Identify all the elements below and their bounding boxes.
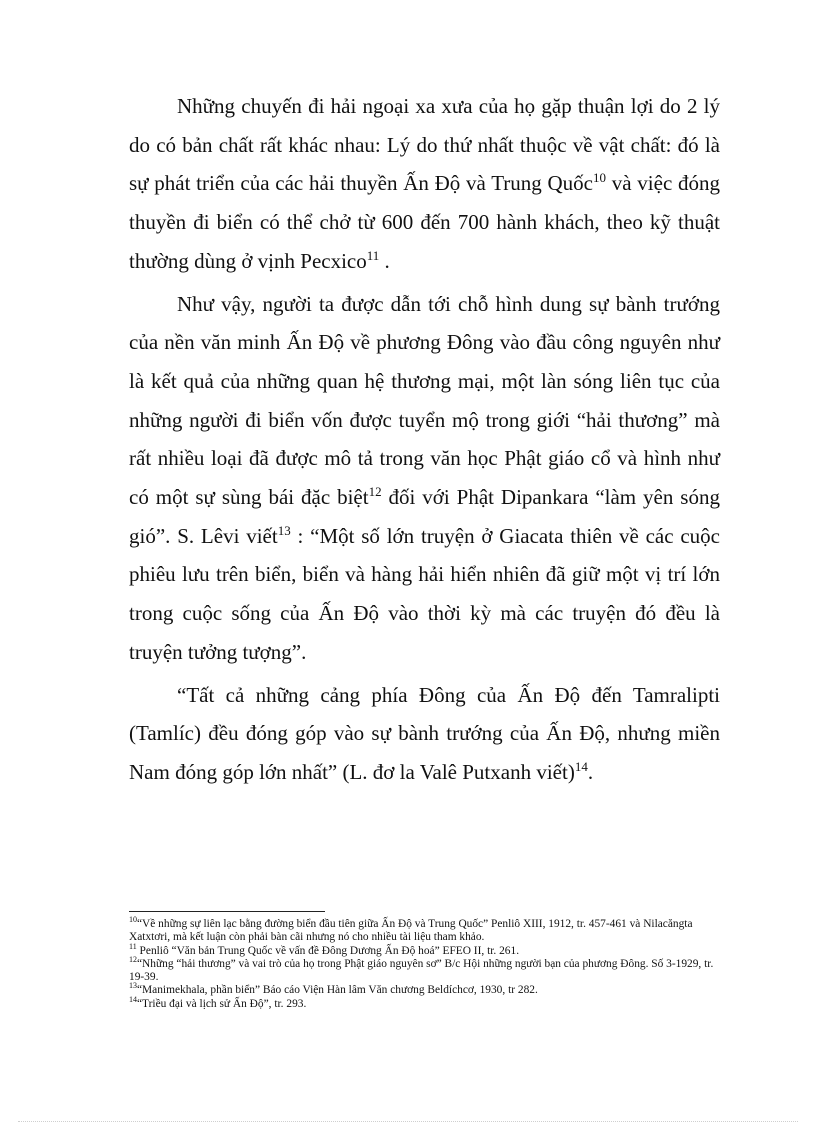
footnote-number: 14 xyxy=(129,994,137,1004)
footnote-text: “Triều đại và lịch sử Ấn Độ”, tr. 293. xyxy=(137,997,307,1010)
footnote-text: “Về những sự liên lạc bằng đường biển đầu tiên giữa Ấn Độ và Trung Quốc” Penliô XIII, 1912, tr. 457-461 và Nilacăngta Xatxtơri, mà kết luận còn phải bàn cãi nhưng nó cho nhiều tài liệu tham khảo. xyxy=(129,918,693,944)
page-bottom-border xyxy=(18,1121,798,1122)
paragraph-text: . xyxy=(587,759,594,784)
paragraph-text: và việc đóng thuyền đi biển có thể chở từ 600 đến 700 hành khách, theo kỹ thuật thường dùng ở vịnh Pecxico xyxy=(129,171,721,273)
footnote-ref-12: 12 xyxy=(368,484,382,500)
footnote-number: 10 xyxy=(129,915,137,925)
body-text xyxy=(129,87,720,792)
footnote-ref-10: 10 xyxy=(593,170,607,186)
paragraph-3 xyxy=(129,676,720,792)
footnote-text: Penliô “Văn bản Trung Quốc về vấn đề Đông Dương Ấn Độ hoá” EFEO II, tr. 261. xyxy=(136,944,520,957)
paragraph-text: “Tất cả những cảng phía Đông của Ấn Độ đến Tamralipti (Tamlíc) đều đóng góp vào sự bành trướng của Ấn Độ, nhưng miền Nam đóng góp lớn nhất” (L. đơ la Valê Putxanh viết) xyxy=(129,682,720,784)
footnote-number: 11 xyxy=(129,941,137,951)
paragraph-1 xyxy=(129,87,720,281)
footnote-10 xyxy=(129,915,729,945)
paragraph-text: Những chuyến đi hải ngoại xa xưa của họ gặp thuận lợi do 2 lý do có bản chất rất khác nhau: Lý do thứ nhất thuộc về vật chất: đó là sự phát triển của các hải thuyền Ấn Độ và Trung Quốc xyxy=(129,94,720,196)
footnote-number: 12 xyxy=(129,955,137,965)
paragraph-2 xyxy=(129,285,720,672)
paragraph-text: đối với Phật Dipankara “làm yên sóng gió”. S. Lêvi viết xyxy=(129,485,720,548)
footnote-14 xyxy=(129,994,729,1011)
footnote-ref-11: 11 xyxy=(366,247,380,263)
footnote-ref-14: 14 xyxy=(574,758,588,774)
footnote-text: “Những “hải thương” và vai trò của họ trong Phật giáo nguyên sơ” B/c Hội những người bạn của phương Đông. Số 3-1929, tr. 19-39. xyxy=(129,957,714,984)
footnote-11 xyxy=(129,941,729,958)
paragraph-text: . xyxy=(379,248,390,273)
paragraph-text: : “Một số lớn truyện ở Giacata thiên về các cuộc phiêu lưu trên biển, biển và hàng hải hiển nhiên đã giữ một vị trí lớn trong cuộc sống của Ấn Độ vào thời kỳ mà các truyện đó đều là truyện tưởng tượng”. xyxy=(129,523,721,664)
footnote-separator xyxy=(129,911,325,912)
footnote-ref-13: 13 xyxy=(277,522,291,538)
footnote-13 xyxy=(129,981,729,997)
footnote-number: 13 xyxy=(129,981,137,991)
footnote-12 xyxy=(129,955,729,985)
paragraph-text: Như vậy, người ta được dẫn tới chỗ hình dung sự bành trướng của nền văn minh Ấn Độ về phương Đông vào đầu công nguyên như là kết quả của những quan hệ thương mại, một làn sóng liên tục của những người đi biển vốn được tuyển mộ trong giới “hải thương” mà rất nhiều loại đã được mô tả trong văn học Phật giáo cổ và hình như có một sự sùng bái đặc biệt xyxy=(129,291,720,510)
footnotes xyxy=(129,915,729,1011)
footnote-text: “Manimekhala, phần biển” Báo cáo Viện Hàn lâm Văn chương Beldíchcơ, 1930, tr 282. xyxy=(137,984,538,997)
